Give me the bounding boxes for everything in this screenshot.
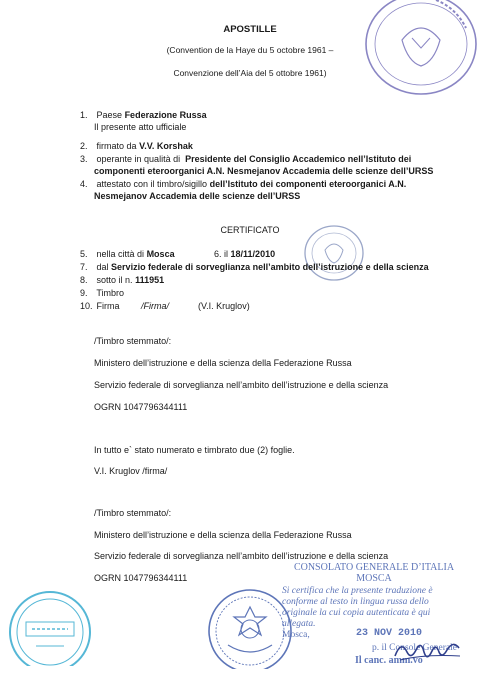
signer-name: (V.I. Kruglov) bbox=[198, 301, 250, 311]
item-5: 5. nella città di Mosca bbox=[80, 249, 175, 259]
traduttore-stamp bbox=[6, 588, 94, 666]
firma-placeholder: /Firma/ bbox=[141, 301, 169, 311]
certificato-heading: CERTIFICATO bbox=[220, 225, 280, 235]
item-9: 9. Timbro bbox=[80, 288, 125, 298]
service-1: Servizio federale di sorveglianza nell’ambito dell’istruzione e della scienza bbox=[94, 380, 389, 390]
item-1-line2: Il presente atto ufficiale bbox=[94, 122, 187, 132]
ministry-2: Ministero dell’istruzione e della scienza della Federazione Russa bbox=[94, 530, 352, 540]
stamp-label-2: /Timbro stemmato/: bbox=[94, 508, 172, 518]
page-title: APOSTILLE bbox=[223, 24, 277, 35]
item-3-line2: componenti eteroorganici A.N. Nesmejanov Accademia delle scienze dell’URSS bbox=[94, 166, 434, 176]
item-2: 2. firmato da V.V. Korshak bbox=[80, 141, 193, 151]
totals-signature: V.I. Kruglov /firma/ bbox=[94, 466, 168, 476]
consular-text-4: allegata. bbox=[282, 619, 316, 629]
consular-signer: p. il Console Generale bbox=[372, 643, 457, 653]
item-3: 3. operante in qualità di Presidente del Consiglio Accademico nell’Istituto dei bbox=[80, 154, 412, 164]
ogrn-1: OGRN 1047796344111 bbox=[94, 402, 188, 412]
item-8: 8. sotto il n. 111951 bbox=[80, 275, 165, 285]
certificate-seal bbox=[303, 224, 365, 282]
consular-place: Mosca, bbox=[282, 630, 310, 640]
convention-it: Convenzione dell’Aia del 5 ottobre 1961) bbox=[173, 68, 327, 78]
ministry-1: Ministero dell’istruzione e della scienza della Federazione Russa bbox=[94, 358, 352, 368]
item-4: 4. attestato con il timbro/sigillo dell’Istituto dei componenti eteroorganici A.N. bbox=[80, 179, 407, 189]
ogrn-2: OGRN 1047796344111 bbox=[94, 573, 188, 583]
consular-city: MOSCA bbox=[356, 573, 392, 584]
consular-text-2: conforme al testo in lingua russa dello bbox=[282, 597, 429, 607]
pages-total: In tutto e` stato numerato e timbrato due (2) foglie. bbox=[94, 445, 295, 455]
convention-fr: (Convention de la Haye du 5 octobre 1961 – bbox=[166, 45, 334, 55]
consular-title: CONSOLATO GENERALE D’ITALIA bbox=[293, 562, 455, 573]
consular-bottom: Il canc. amm.vo bbox=[355, 655, 423, 666]
consular-text-3: originale la cui copia autenticata è qui bbox=[282, 608, 431, 618]
item-7: 7. dal Servizio federale di sorveglianza nell’ambito dell’istruzione e della scienza bbox=[80, 262, 429, 272]
item-6: 6. il 18/11/2010 bbox=[214, 249, 276, 259]
apostille-seal bbox=[362, 0, 480, 98]
item-10: 10. Firma bbox=[80, 301, 120, 311]
consular-text-1: Si certifica che la presente traduzione è bbox=[282, 586, 433, 596]
stamp-label-1: /Timbro stemmato/: bbox=[94, 336, 172, 346]
item-4-line2: Nesmejanov Accademia delle scienze dell’URSS bbox=[94, 191, 301, 201]
consular-date-stamp: 23 NOV 2010 bbox=[356, 628, 423, 639]
item-1: 1. Paese Federazione Russa bbox=[80, 110, 207, 120]
service-2: Servizio federale di sorveglianza nell’ambito dell’istruzione e della scienza bbox=[94, 551, 389, 561]
handwritten-signature bbox=[392, 638, 468, 664]
